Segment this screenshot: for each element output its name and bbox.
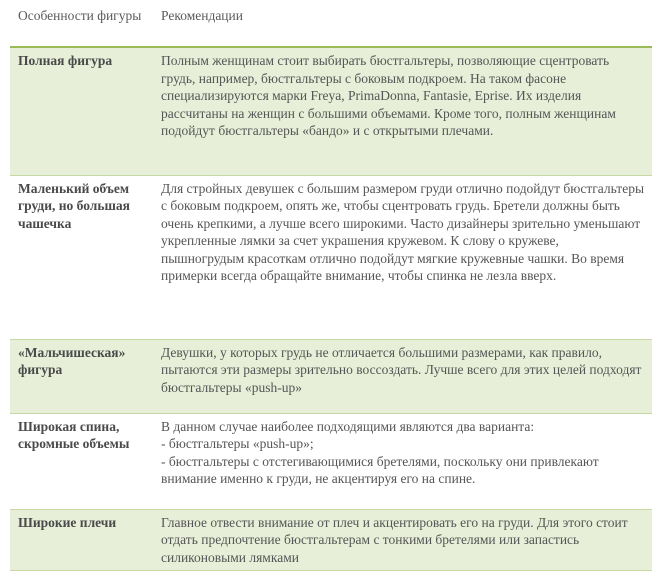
recommendations-table [10, 2, 652, 571]
table-header-row [10, 2, 652, 47]
recommendation-cell: Девушки, у которых грудь не отличается большими размерами, как правило, пытаются эти размеры зрительно воссоздать. Лучше всего для этих целей подходят бюстгальтеры «push-up» [153, 339, 652, 413]
recommendation-cell [153, 413, 652, 509]
header-recommendation: Рекомендации [153, 2, 652, 47]
recommendation-line: - бюстгальтеры «push-up»; [161, 436, 314, 451]
table-row [10, 339, 652, 413]
table-row [10, 175, 652, 339]
recommendation-cell: Полным женщинам стоит выбирать бюстгальтеры, позволяющие сцентровать грудь, например, бюстгальтеры с боковым подкроем. На таком фасоне специализируются марки Freya, PrimaDonna, Fantasie, Eprise. Их изделия рассчитаны на женщин с большими объемами. Кроме того, полным женщинам подойдут бюстгальтеры «бандо» и с открытыми плечами. [153, 47, 652, 175]
recommendation-line: В данном случае наиболее подходящими являются два варианта: [161, 418, 535, 434]
recommendation-line: - бюстгальтеры с отстегивающимися бретелями, поскольку они привлекают внимание именно к груди, не акцентируя его на спине. [161, 453, 599, 486]
table-row [10, 509, 652, 571]
recommendation-cell: Главное отвести внимание от плеч и акцентировать его на груди. Для этого стоит отдать предпочтение бюстгальтерам с тонкими бретелями или запастись силиконовыми лямками [153, 509, 652, 571]
feature-cell: Широкие плечи [10, 509, 153, 571]
feature-cell: Полная фигура [10, 47, 153, 175]
table-row [10, 47, 652, 175]
table-row [10, 413, 652, 509]
recommendation-cell: Для стройных девушек с большим размером груди отлично подойдут бюстгальтеры с боковым подкроем, опять же, чтобы сцентровать грудь. Бретели должны быть очень крепкими, а лучше всего широкими. Часто дизайнеры зрительно уменьшают укрепленные лямки за счет украшения кружевом. К слову о кружеве, пышногрудым красоткам отлично подойдут мягкие кружевные чашки. Во время примерки всегда обращайте внимание, чтобы спинка не лезла вверх. [153, 175, 652, 339]
feature-cell: «Мальчишеская» фигура [10, 339, 153, 413]
feature-cell: Маленький объем груди, но большая чашечка [10, 175, 153, 339]
feature-cell: Широкая спина, скромные объемы [10, 413, 153, 509]
header-feature: Особенности фигуры [10, 2, 153, 47]
